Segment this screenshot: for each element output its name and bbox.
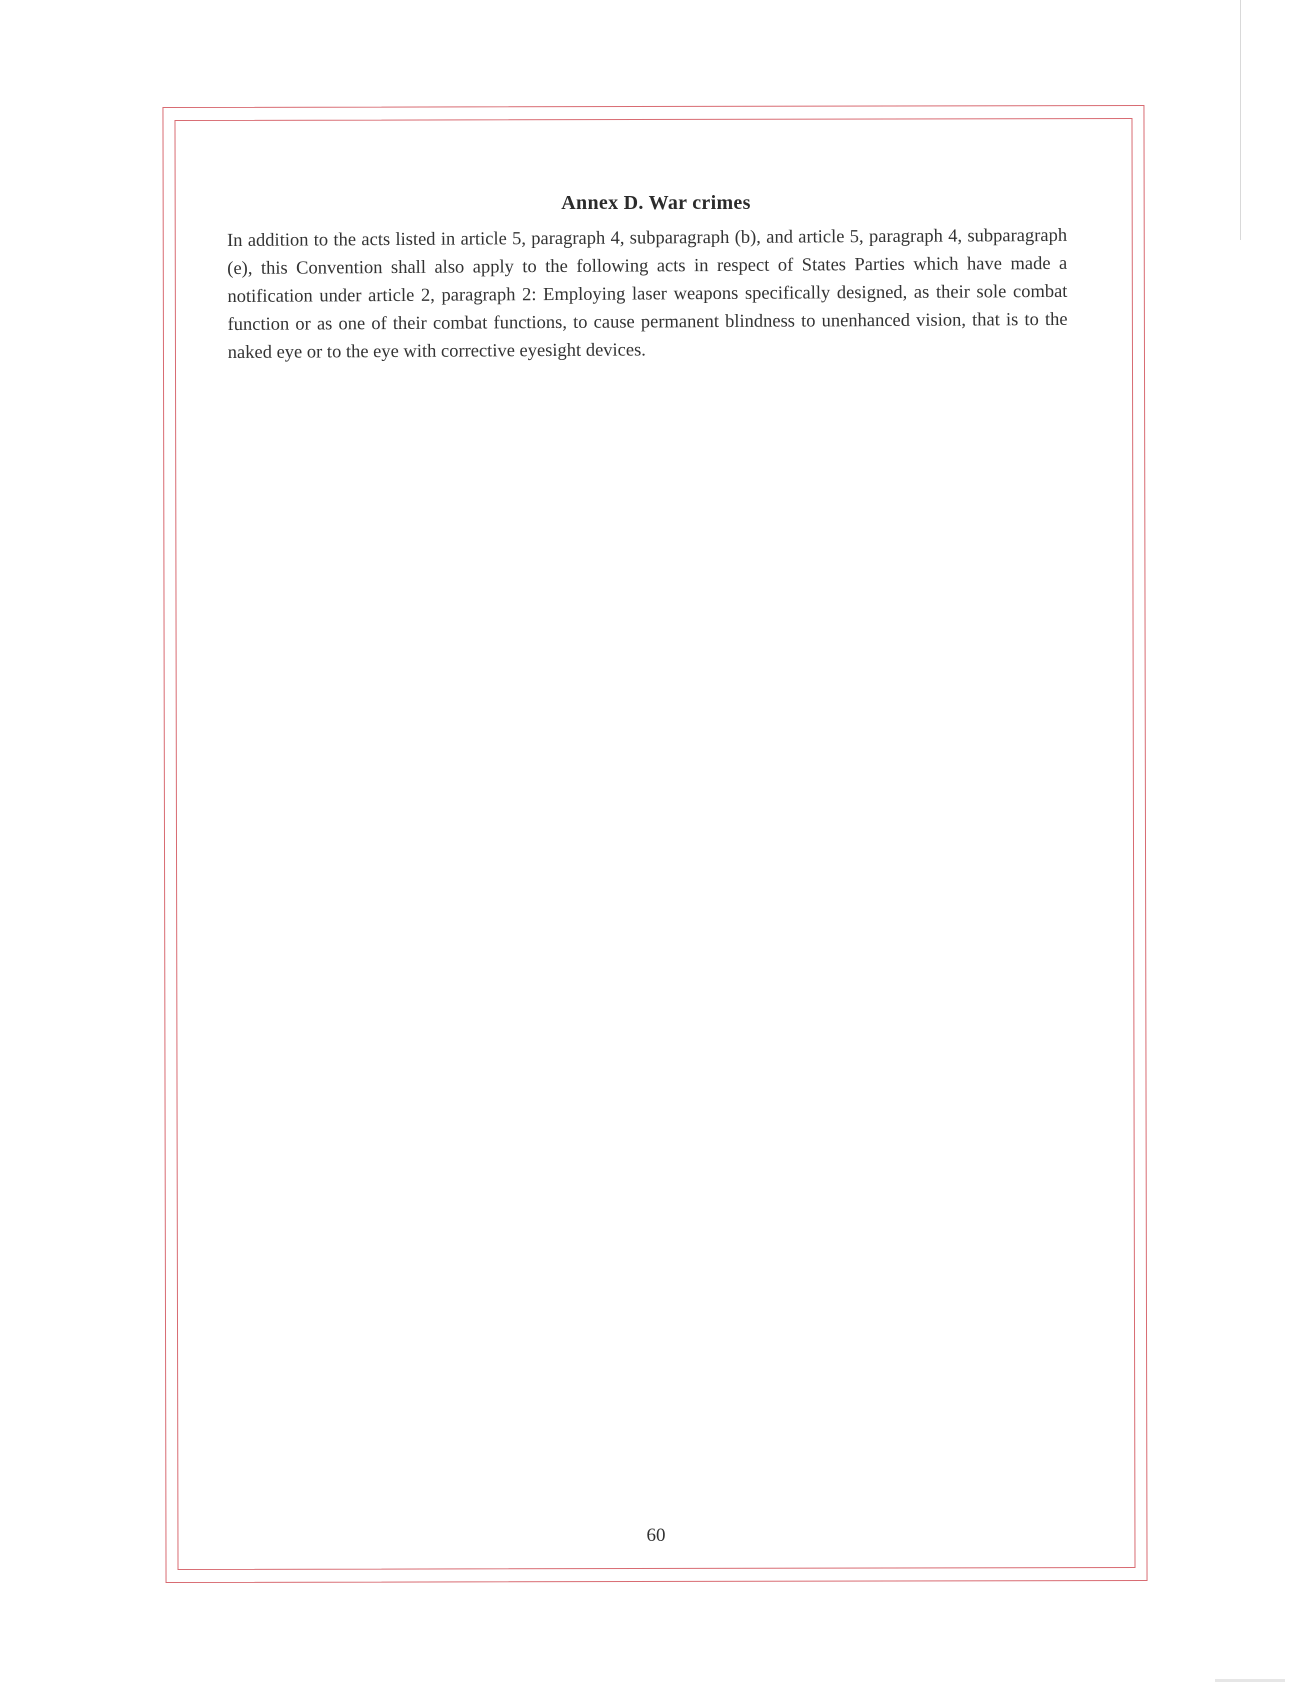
annex-paragraph: In addition to the acts listed in article 5, paragraph 4, subparagraph (b), and article 5, paragraph 4, subparagraph (e), this Convention shall also apply to the following acts in respect of States Parties which have made a notification under article 2, paragraph 2: Employing laser weapons specifically designed, as their sole combat function or as one of their combat functions, to cause permanent blindness to unenhanced vision, that is to the naked eye or to the eye with corrective eyesight devices. bbox=[227, 225, 1068, 363]
scan-edge-line bbox=[1240, 0, 1241, 240]
page-number: 60 bbox=[646, 1525, 666, 1546]
annex-title: Annex D. War crimes bbox=[561, 192, 751, 214]
scan-artifact bbox=[1215, 1679, 1285, 1682]
